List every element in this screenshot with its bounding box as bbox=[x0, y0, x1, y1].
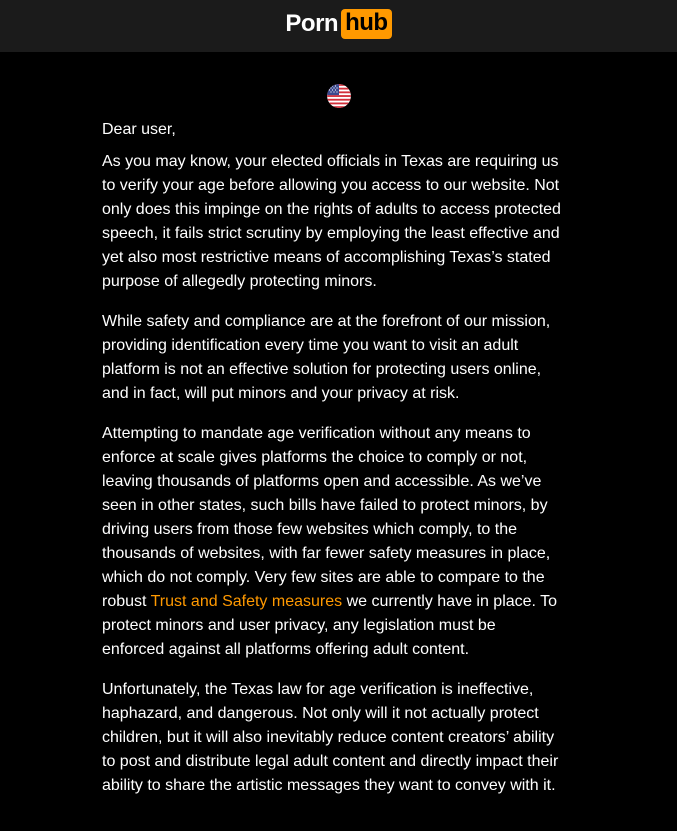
greeting: Dear user, bbox=[102, 121, 176, 138]
logo-text-left: Porn bbox=[285, 10, 339, 37]
paragraph-3-text-before: Attempting to mandate age verification without any means to enforce at scale gives platforms the choice to comply or not, leaving thousands of platforms open and accessible. As we’ve seen in other states, such bills have failed to protect minors, by driving users from those few websites which comply, to the thousands of websites, with far fewer safety measures in place, which do not comply. Very few sites are able to compare to the robust bbox=[102, 425, 551, 610]
paragraph-3 bbox=[102, 422, 562, 662]
paragraph-3-text-after: we currently have in place. To protect minors and user privacy, any legislation must be enforced against all platforms offering adult content. bbox=[102, 593, 558, 658]
paragraph-4: Unfortunately, the Texas law for age verification is ineffective, haphazard, and dangerous. Not only will it not actually protect children, but it will also inevitably reduce content creators’ ability to post and distribute legal adult content and directly impact their ability to share the artistic messages they want to convey with it. bbox=[102, 681, 559, 794]
site-logo[interactable] bbox=[285, 9, 391, 39]
paragraph-2: While safety and compliance are at the forefront of our mission, providing identification every time you want to visit an adult platform is not an effective solution for protecting users online, and in fact, will put minors and your privacy at risk. bbox=[102, 313, 551, 402]
letter-body bbox=[102, 118, 562, 814]
logo-text-right: hub bbox=[341, 9, 391, 39]
flag-container bbox=[0, 84, 677, 108]
top-bar bbox=[0, 0, 677, 52]
paragraph-1: As you may know, your elected officials in Texas are requiring us to verify your age before allowing you access to our website. Not only does this impinge on the rights of adults to access protected speech, it fails strict scrutiny by employing the least effective and yet also most restrictive means of accomplishing Texas’s stated purpose of allegedly protecting minors. bbox=[102, 153, 561, 290]
us-flag-icon[interactable] bbox=[327, 84, 351, 108]
trust-and-safety-link[interactable]: Trust and Safety measures bbox=[150, 593, 343, 610]
